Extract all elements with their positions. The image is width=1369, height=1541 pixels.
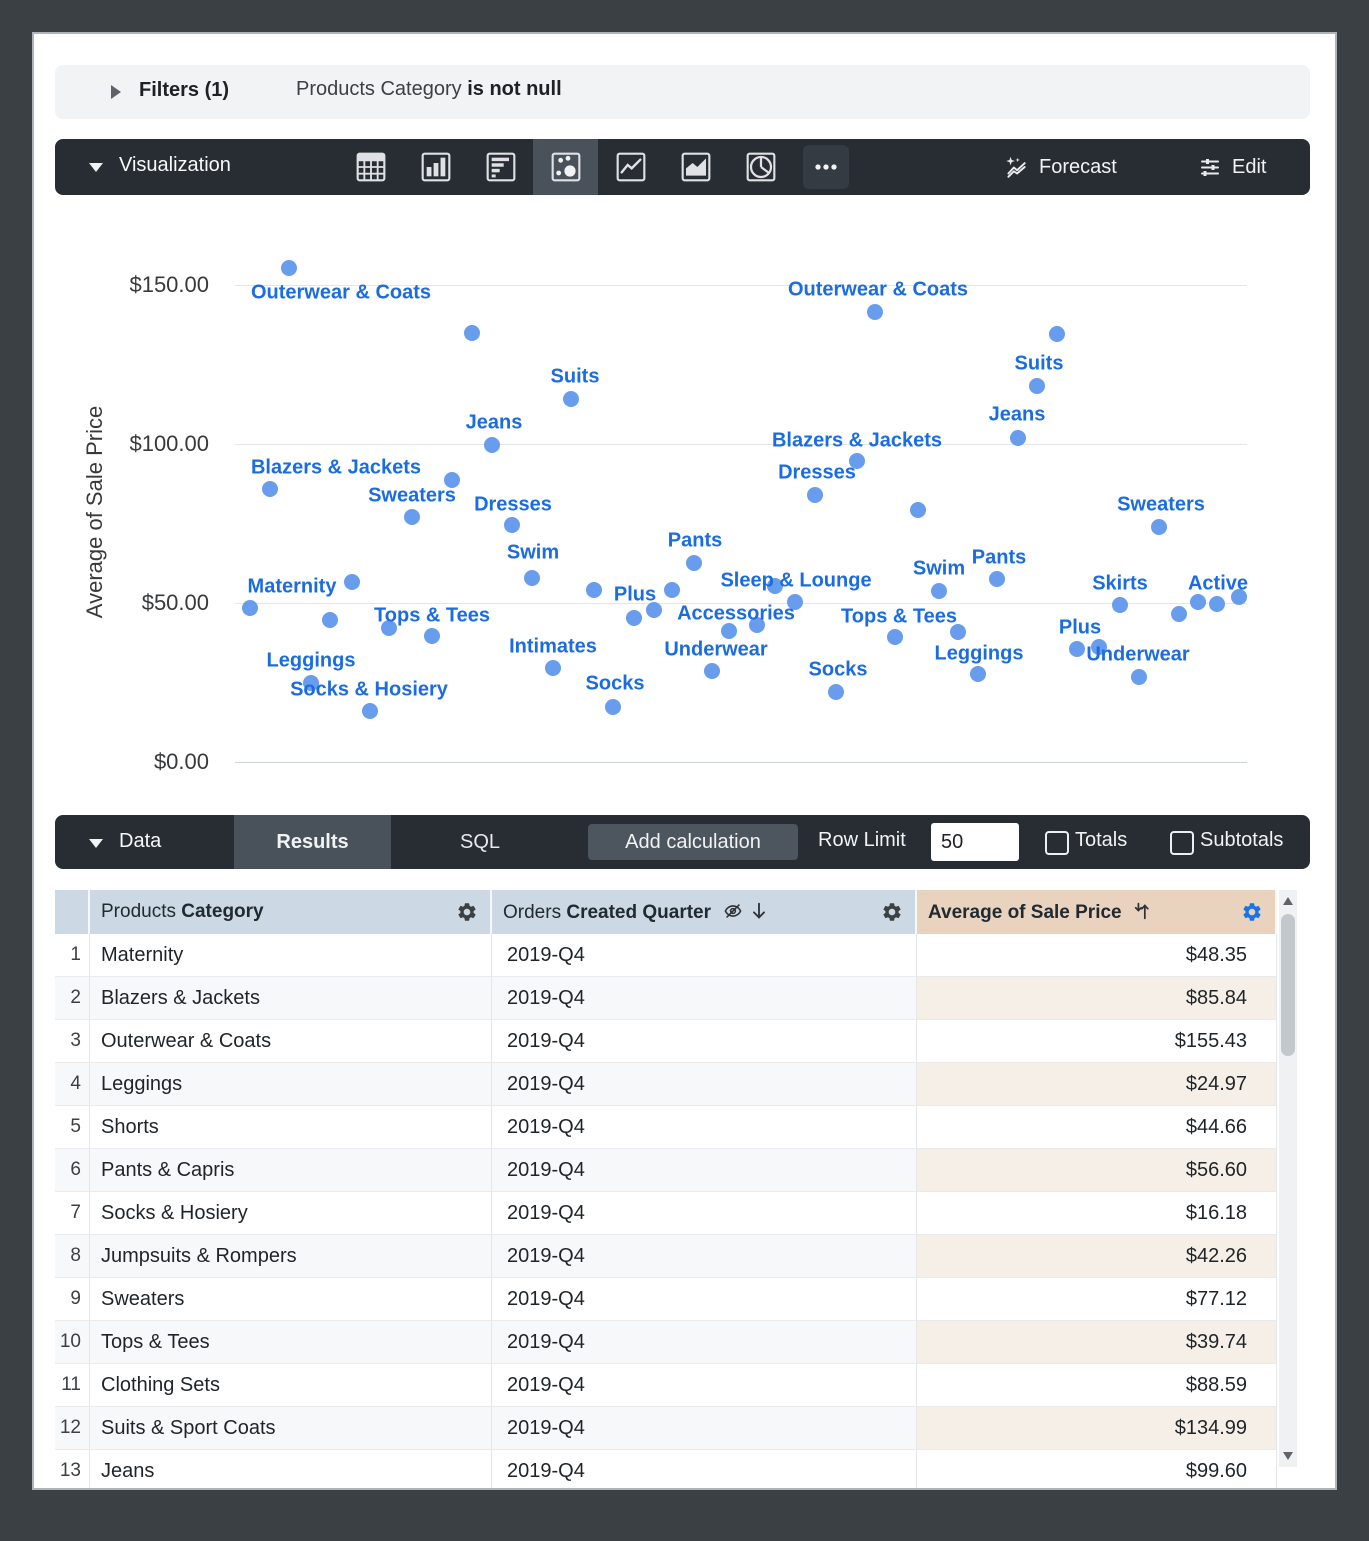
point-label: Suits bbox=[550, 365, 600, 388]
y-axis-tick-label: $0.00 bbox=[153, 749, 209, 774]
point-label: Blazers & Jackets bbox=[250, 456, 422, 479]
scatter-point[interactable] bbox=[1151, 519, 1167, 535]
cell-qtr: 2019-Q4 bbox=[492, 1020, 917, 1062]
scroll-down-icon[interactable] bbox=[1283, 1452, 1293, 1460]
table-header-row bbox=[55, 890, 1277, 934]
cell-avg: $44.66 bbox=[917, 1106, 1277, 1148]
cell-num: 3 bbox=[55, 1020, 90, 1062]
scatter-point[interactable] bbox=[545, 660, 561, 676]
cell-cat: Suits & Sport Coats bbox=[90, 1407, 492, 1449]
scroll-up-icon[interactable] bbox=[1283, 897, 1293, 905]
point-label: Tops & Tees bbox=[374, 604, 490, 627]
cell-qtr: 2019-Q4 bbox=[492, 934, 917, 976]
cell-avg: $88.59 bbox=[917, 1364, 1277, 1406]
scrollbar-thumb[interactable] bbox=[1281, 914, 1295, 1056]
cell-avg: $99.60 bbox=[917, 1450, 1277, 1490]
scatter-point[interactable] bbox=[1049, 326, 1065, 342]
scatter-point[interactable] bbox=[910, 502, 926, 518]
table-row[interactable] bbox=[55, 1106, 1277, 1149]
tab-results[interactable]: Results bbox=[234, 815, 391, 869]
cell-num: 9 bbox=[55, 1278, 90, 1320]
point-label: Jeans bbox=[988, 403, 1046, 426]
cell-cat: Blazers & Jackets bbox=[90, 977, 492, 1019]
table-row[interactable] bbox=[55, 1149, 1277, 1192]
point-label: Underwear bbox=[1086, 643, 1190, 666]
cell-avg: $56.60 bbox=[917, 1149, 1277, 1191]
point-label: Suits bbox=[1014, 352, 1064, 375]
forecast-label: Forecast bbox=[1039, 155, 1117, 178]
table-row[interactable] bbox=[55, 1364, 1277, 1407]
scatter-point[interactable] bbox=[322, 612, 338, 628]
results-table bbox=[55, 890, 1277, 1490]
table-row[interactable] bbox=[55, 1278, 1277, 1321]
cell-cat: Shorts bbox=[90, 1106, 492, 1148]
gear-icon[interactable] bbox=[456, 901, 478, 923]
cell-num: 11 bbox=[55, 1364, 90, 1406]
point-label: Swim bbox=[912, 557, 966, 580]
point-label: Plus bbox=[1058, 616, 1102, 639]
scatter-point[interactable] bbox=[484, 437, 500, 453]
table-row[interactable] bbox=[55, 1063, 1277, 1106]
scatter-point[interactable] bbox=[704, 663, 720, 679]
cell-qtr: 2019-Q4 bbox=[492, 1450, 917, 1490]
scatter-point[interactable] bbox=[626, 610, 642, 626]
point-label: Pants bbox=[971, 546, 1027, 569]
scatter-point[interactable] bbox=[867, 304, 883, 320]
cell-cat: Jeans bbox=[90, 1450, 492, 1490]
cell-cat: Leggings bbox=[90, 1063, 492, 1105]
scatter-point[interactable] bbox=[524, 570, 540, 586]
point-label: Intimates bbox=[509, 635, 597, 658]
cell-qtr: 2019-Q4 bbox=[492, 1407, 917, 1449]
table-row[interactable] bbox=[55, 1450, 1277, 1490]
cell-cat: Clothing Sets bbox=[90, 1364, 492, 1406]
scatter-point[interactable] bbox=[1069, 641, 1085, 657]
scatter-point[interactable] bbox=[828, 684, 844, 700]
column-header-average-sale-price[interactable]: Average of Sale Price bbox=[917, 890, 1277, 934]
visualization-title[interactable]: Visualization bbox=[119, 154, 231, 176]
cell-qtr: 2019-Q4 bbox=[492, 1235, 917, 1277]
tab-sql[interactable]: SQL bbox=[459, 830, 501, 853]
cell-avg: $77.12 bbox=[917, 1278, 1277, 1320]
scatter-point[interactable] bbox=[1171, 606, 1187, 622]
scatter-point[interactable] bbox=[605, 699, 621, 715]
cell-cat: Outerwear & Coats bbox=[90, 1020, 492, 1062]
scatter-point[interactable] bbox=[281, 260, 297, 276]
scatter-point[interactable] bbox=[664, 582, 680, 598]
table-row[interactable] bbox=[55, 934, 1277, 977]
cell-num: 2 bbox=[55, 977, 90, 1019]
gear-icon[interactable] bbox=[881, 901, 903, 923]
filter-field: Products Category bbox=[296, 78, 462, 100]
scatter-point[interactable] bbox=[242, 600, 258, 616]
cell-qtr: 2019-Q4 bbox=[492, 1278, 917, 1320]
cell-cat: Jumpsuits & Rompers bbox=[90, 1235, 492, 1277]
explore-card bbox=[32, 32, 1337, 1490]
cell-qtr: 2019-Q4 bbox=[492, 1364, 917, 1406]
table-row[interactable] bbox=[55, 1192, 1277, 1235]
point-label: Dresses bbox=[778, 461, 856, 484]
totals-label: Totals bbox=[1075, 829, 1128, 851]
table-row[interactable] bbox=[55, 1407, 1277, 1450]
point-label: Skirts bbox=[1092, 572, 1148, 595]
totals-checkbox[interactable] bbox=[1045, 831, 1069, 855]
cell-qtr: 2019-Q4 bbox=[492, 977, 917, 1019]
scatter-point[interactable] bbox=[1131, 669, 1147, 685]
y-axis-tick-label: $50.00 bbox=[141, 590, 209, 615]
cell-avg: $42.26 bbox=[917, 1235, 1277, 1277]
cell-num: 1 bbox=[55, 934, 90, 976]
point-label: Outerwear & Coats bbox=[787, 278, 969, 301]
cell-num: 10 bbox=[55, 1321, 90, 1363]
point-label: Socks bbox=[585, 672, 645, 695]
filters-title[interactable]: Filters (1) bbox=[139, 79, 230, 101]
cell-qtr: 2019-Q4 bbox=[492, 1321, 917, 1363]
data-bar bbox=[55, 815, 1310, 869]
cell-num: 8 bbox=[55, 1235, 90, 1277]
sort-desc-arrow-icon bbox=[749, 900, 769, 922]
row-number-header bbox=[55, 890, 90, 934]
y-axis-title: Average of Sale Price bbox=[82, 405, 107, 619]
table-row[interactable] bbox=[55, 1321, 1277, 1364]
scatter-chart bbox=[34, 34, 1335, 814]
point-label: Socks bbox=[808, 658, 868, 681]
y-axis-tick-label: $100.00 bbox=[129, 431, 209, 456]
cell-qtr: 2019-Q4 bbox=[492, 1192, 917, 1234]
gridline bbox=[235, 444, 1247, 445]
scatter-point[interactable] bbox=[1209, 596, 1225, 612]
row-limit-input[interactable] bbox=[931, 823, 1019, 861]
cell-avg: $39.74 bbox=[917, 1321, 1277, 1363]
eye-off-icon bbox=[722, 900, 744, 922]
point-label: Accessories bbox=[677, 602, 795, 625]
point-label: Blazers & Jackets bbox=[771, 429, 943, 452]
sort-toggle-icon bbox=[1132, 900, 1154, 922]
cell-qtr: 2019-Q4 bbox=[492, 1149, 917, 1191]
scatter-point[interactable] bbox=[262, 481, 278, 497]
subtotals-label: Subtotals bbox=[1200, 829, 1284, 851]
column-header-products-category[interactable]: Products Category bbox=[90, 890, 492, 934]
column-header-orders-created-quarter[interactable]: Orders Created Quarter bbox=[492, 890, 917, 934]
cell-num: 7 bbox=[55, 1192, 90, 1234]
cell-avg: $134.99 bbox=[917, 1407, 1277, 1449]
cell-num: 12 bbox=[55, 1407, 90, 1449]
scatter-point[interactable] bbox=[721, 623, 737, 639]
scatter-point[interactable] bbox=[1112, 597, 1128, 613]
point-label: Jeans bbox=[465, 411, 523, 434]
edit-label: Edit bbox=[1232, 155, 1267, 178]
cell-avg: $155.43 bbox=[917, 1020, 1277, 1062]
gear-icon[interactable] bbox=[1241, 901, 1263, 923]
scatter-point[interactable] bbox=[931, 583, 947, 599]
table-scrollbar[interactable] bbox=[1279, 890, 1297, 1467]
cell-avg: $85.84 bbox=[917, 977, 1277, 1019]
scatter-point[interactable] bbox=[686, 555, 702, 571]
cell-num: 5 bbox=[55, 1106, 90, 1148]
point-label: Dresses bbox=[474, 493, 552, 516]
point-label: Outerwear & Coats bbox=[250, 281, 432, 304]
scatter-point[interactable] bbox=[586, 582, 602, 598]
point-label: Sleep & Lounge bbox=[720, 569, 872, 592]
cell-cat: Tops & Tees bbox=[90, 1321, 492, 1363]
scatter-point[interactable] bbox=[424, 628, 440, 644]
scatter-point[interactable] bbox=[1010, 430, 1026, 446]
cell-cat: Pants & Capris bbox=[90, 1149, 492, 1191]
gridline bbox=[235, 762, 1247, 763]
cell-cat: Maternity bbox=[90, 934, 492, 976]
scatter-point[interactable] bbox=[563, 391, 579, 407]
point-label: Maternity bbox=[247, 575, 337, 598]
add-calculation-button[interactable]: Add calculation bbox=[588, 824, 798, 860]
point-label: Underwear bbox=[664, 638, 768, 661]
scatter-point[interactable] bbox=[887, 629, 903, 645]
scatter-point[interactable] bbox=[970, 666, 986, 682]
collapse-data-icon[interactable] bbox=[89, 839, 103, 848]
cell-avg: $16.18 bbox=[917, 1192, 1277, 1234]
point-label: Plus bbox=[613, 583, 657, 606]
scatter-point[interactable] bbox=[404, 509, 420, 525]
cell-avg: $48.35 bbox=[917, 934, 1277, 976]
point-label: Leggings bbox=[934, 642, 1024, 665]
table-body bbox=[55, 934, 1277, 1490]
filter-operator: is not null bbox=[467, 78, 562, 100]
scatter-point[interactable] bbox=[362, 703, 378, 719]
cell-qtr: 2019-Q4 bbox=[492, 1106, 917, 1148]
point-label: Sweaters bbox=[368, 484, 456, 507]
point-label: Tops & Tees bbox=[841, 605, 957, 628]
point-label: Sweaters bbox=[1117, 493, 1205, 516]
table-row[interactable] bbox=[55, 977, 1277, 1020]
row-limit-label: Row Limit bbox=[818, 829, 906, 851]
cell-cat: Sweaters bbox=[90, 1278, 492, 1320]
y-axis-tick-label: $150.00 bbox=[129, 272, 209, 297]
scatter-point[interactable] bbox=[1190, 594, 1206, 610]
cell-cat: Socks & Hosiery bbox=[90, 1192, 492, 1234]
data-title[interactable]: Data bbox=[119, 830, 162, 852]
scatter-point[interactable] bbox=[1029, 378, 1045, 394]
table-row[interactable] bbox=[55, 1235, 1277, 1278]
scatter-point[interactable] bbox=[464, 325, 480, 341]
point-label: Socks & Hosiery bbox=[290, 678, 448, 701]
table-row[interactable] bbox=[55, 1020, 1277, 1063]
point-label: Leggings bbox=[266, 649, 356, 672]
cell-qtr: 2019-Q4 bbox=[492, 1063, 917, 1105]
subtotals-checkbox[interactable] bbox=[1170, 831, 1194, 855]
point-label: Active bbox=[1187, 572, 1249, 595]
cell-avg: $24.97 bbox=[917, 1063, 1277, 1105]
scatter-point[interactable] bbox=[989, 571, 1005, 587]
point-label: Pants bbox=[667, 529, 723, 552]
point-label: Swim bbox=[506, 541, 560, 564]
cell-num: 13 bbox=[55, 1450, 90, 1490]
scatter-point[interactable] bbox=[344, 574, 360, 590]
scatter-point[interactable] bbox=[807, 487, 823, 503]
cell-num: 6 bbox=[55, 1149, 90, 1191]
cell-num: 4 bbox=[55, 1063, 90, 1105]
scatter-point[interactable] bbox=[504, 517, 520, 533]
